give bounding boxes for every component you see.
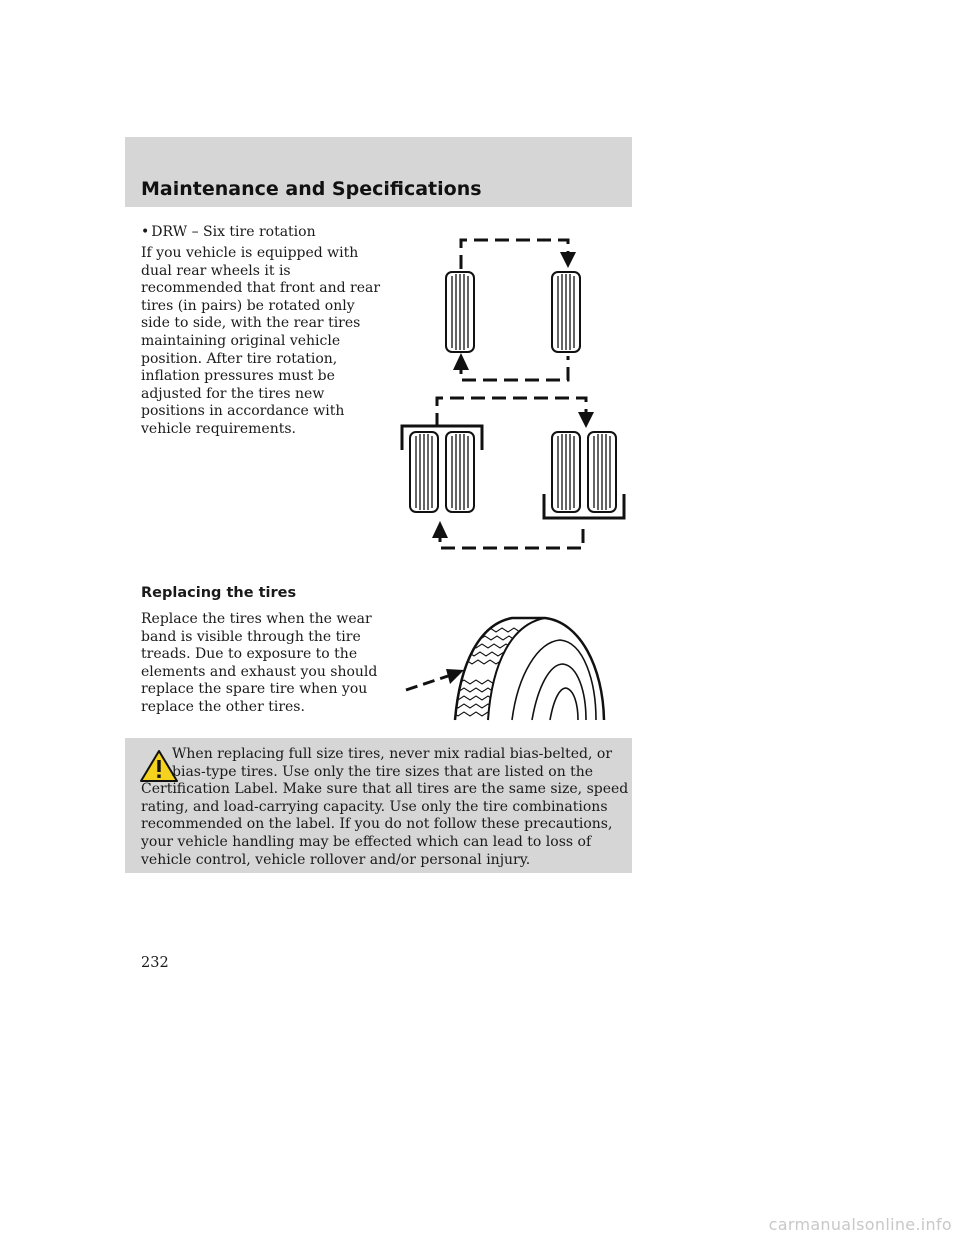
warning-text-wrap (141, 746, 633, 869)
warning-text: When replacing full size tires, never mix radial bias-belted, or bias-type tires. Use only the tire sizes that are listed on the Certification Label. Make sure that all tires are the same size, speed rating, and load-carrying capacity. Use only the tire combinations recommended on the label. If you do not follow these precautions, your vehicle handling may be effected which can lead to loss of vehicle control, vehicle rollover and/or personal injury. (141, 746, 629, 868)
rear-right-tire-pair (552, 432, 616, 512)
tire-wear-band-illustration (400, 612, 610, 722)
watermark: carmanualsonline.info (768, 1215, 952, 1234)
arrow-up-icon (453, 353, 469, 370)
bullet-marker: • (141, 224, 150, 240)
arrow-up-icon (432, 521, 448, 538)
front-right-tire (552, 272, 580, 352)
replacing-heading: Replacing the tires (141, 585, 297, 601)
section-title: Maintenance and Specifications (141, 178, 482, 200)
wear-band-pointer (406, 676, 448, 690)
rotation-paragraph: If you vehicle is equipped with dual rear wheels it is recommended that front and rear tires (in pairs) be rotated only side to side, with the rear tires maintaining original vehicle position. After tire rotation, inflation pressures must be adjusted for the tires new positions in accordance with vehicle requirements. (141, 245, 381, 437)
front-left-tire (446, 272, 474, 352)
bullet-label: DRW – Six tire rotation (151, 224, 316, 240)
tire-rotation-diagram (396, 232, 636, 552)
page-number: 232 (141, 955, 169, 971)
arrow-down-icon (578, 412, 594, 428)
bullet-item (141, 224, 381, 242)
rear-left-tire-pair (410, 432, 474, 512)
arrow-down-icon (560, 252, 576, 268)
replacing-paragraph: Replace the tires when the wear band is visible through the tire treads. Due to exposure to the elements and exhaust you should replace the spare tire when you replace the other tires. (141, 611, 378, 715)
warning-box (125, 738, 632, 873)
